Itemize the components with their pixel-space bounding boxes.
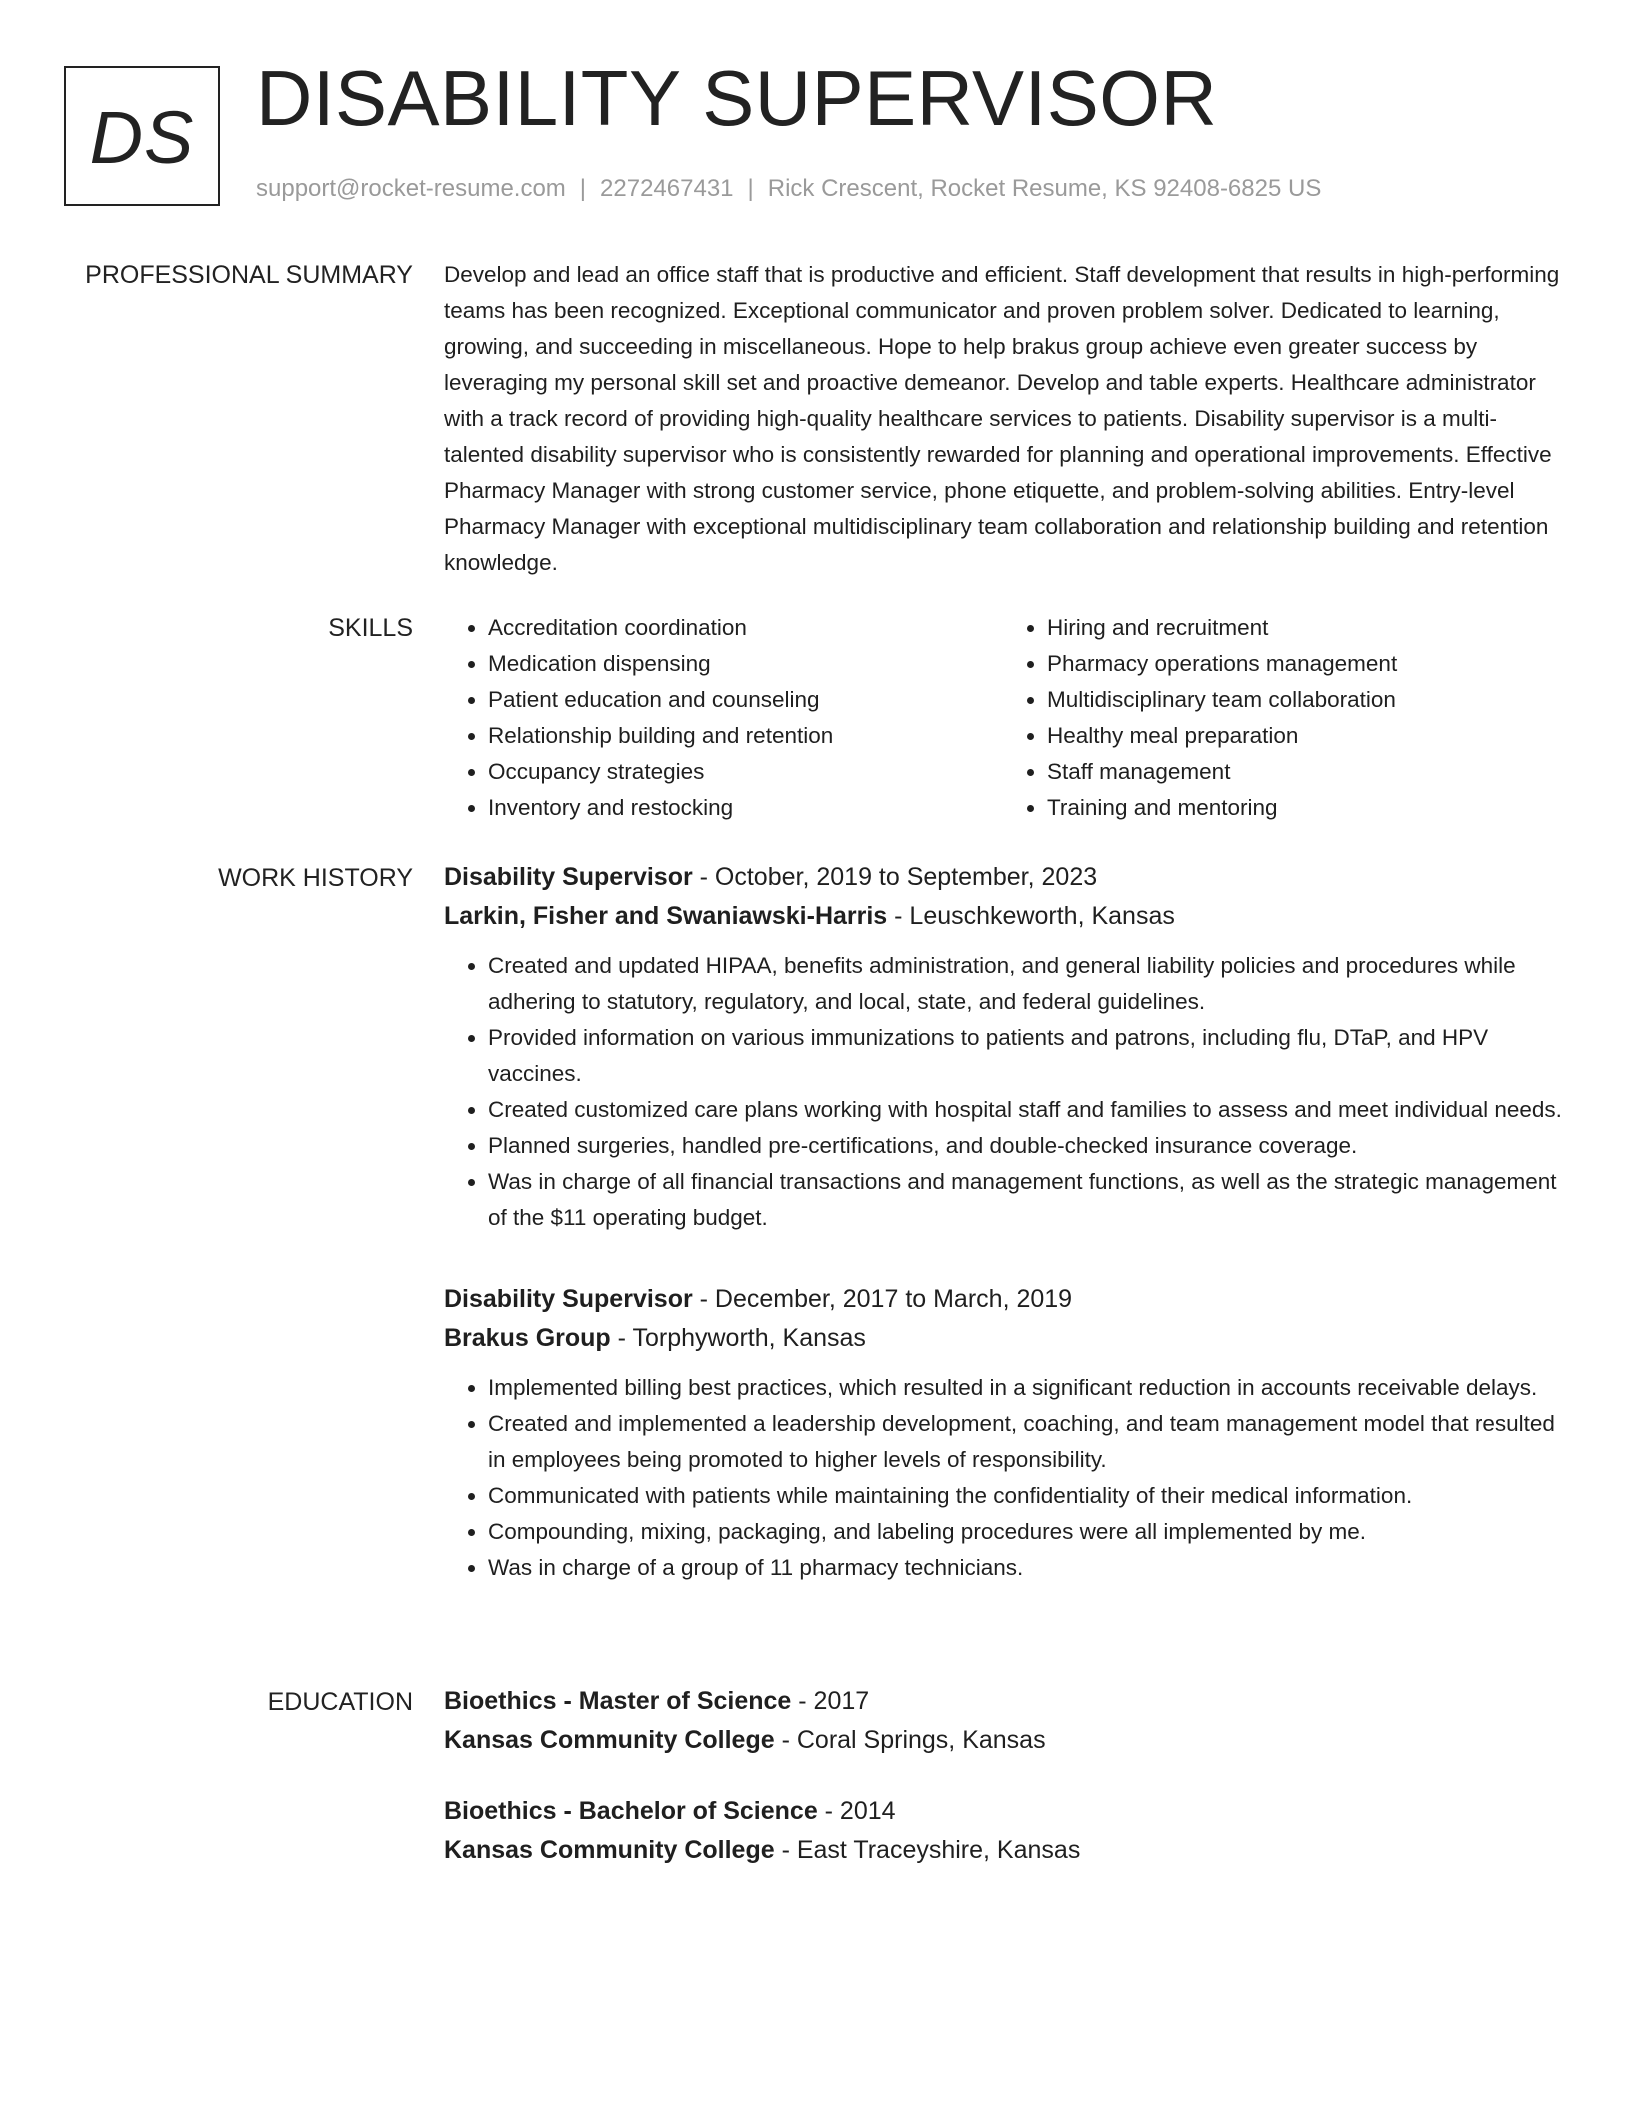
- education-degree-line: [444, 1682, 1562, 1721]
- summary-text: Develop and lead an office staff that is productive and efficient. Staff development that results in high-performing teams has been recognized. Exceptional communicator and proven problem solver. Dedicated to learning, growing, and succeeding in miscellaneous. Hope to help brakus group achieve even greater success by leveraging my personal skill set and proactive demeanor. Develop and table experts. Healthcare administrator with a track record of providing high-quality healthcare services to patients. Disability supervisor is a multi-talented disability supervisor who is consistently rewarded for planning and operational improvements. Effective Pharmacy Manager with strong customer service, phone etiquette, and problem-solving abilities. Entry-level Pharmacy Manager with exceptional multidisciplinary team collaboration and relationship building and retention knowledge.: [444, 262, 1560, 575]
- skills-heading: SKILLS: [328, 614, 413, 642]
- job-location: - Torphyworth, Kansas: [610, 1324, 866, 1352]
- skill-item: • Accreditation coordination: [488, 610, 1003, 646]
- contact-phone: 2272467431: [600, 175, 734, 202]
- skills-list-left: [444, 610, 1003, 826]
- job-company-line: [444, 897, 1562, 936]
- summary-heading: PROFESSIONAL SUMMARY: [85, 261, 413, 289]
- job-role: Disability Supervisor: [444, 863, 693, 891]
- skill-item: • Occupancy strategies: [488, 754, 1003, 790]
- job-company-line: [444, 1319, 1562, 1358]
- education-degree: Bioethics - Master of Science: [444, 1687, 792, 1715]
- skill-item: • Hiring and recruitment: [1047, 610, 1562, 646]
- work-history-body: [444, 858, 1562, 1586]
- education-degree-line: [444, 1792, 1562, 1831]
- job-bullet: • Created and updated HIPAA, benefits administration, and general liability policies and procedures while adhering to statutory, regulatory, and local, state, and federal guidelines.: [488, 948, 1562, 1020]
- education-location: - East Traceyshire, Kansas: [774, 1836, 1081, 1864]
- job-bullet: • Provided information on various immunizations to patients and patrons, including flu, DTaP, and HPV vaccines.: [488, 1020, 1562, 1092]
- job-dates: - October, 2019 to September, 2023: [692, 863, 1098, 891]
- job-bullet: • Communicated with patients while maintaining the confidentiality of their medical information.: [488, 1478, 1562, 1514]
- monogram-box: [64, 66, 220, 206]
- job-bullet: • Was in charge of a group of 11 pharmacy technicians.: [488, 1550, 1562, 1586]
- education-year: - 2014: [817, 1797, 896, 1825]
- job-bullet: • Created and implemented a leadership development, coaching, and team management model that resulted in employees being promoted to higher levels of responsibility.: [488, 1406, 1562, 1478]
- skills-columns: [444, 610, 1562, 826]
- contact-separator: |: [747, 175, 754, 202]
- education-degree: Bioethics - Bachelor of Science: [444, 1797, 818, 1825]
- job-company: Brakus Group: [444, 1324, 611, 1352]
- job-company: Larkin, Fisher and Swaniawski-Harris: [444, 902, 888, 930]
- skill-item: • Staff management: [1047, 754, 1562, 790]
- work-history-heading: WORK HISTORY: [218, 864, 413, 892]
- skill-item: • Pharmacy operations management: [1047, 646, 1562, 682]
- education-school: Kansas Community College: [444, 1726, 775, 1754]
- skill-item: • Multidisciplinary team collaboration: [1047, 682, 1562, 718]
- job-dates: - December, 2017 to March, 2019: [692, 1285, 1073, 1313]
- skill-item: • Medication dispensing: [488, 646, 1003, 682]
- skill-item: • Healthy meal preparation: [1047, 718, 1562, 754]
- job-bullet: • Was in charge of all financial transactions and management functions, as well as the strategic management of the $11 operating budget.: [488, 1164, 1562, 1236]
- job-bullet: • Planned surgeries, handled pre-certifications, and double-checked insurance coverage.: [488, 1128, 1562, 1164]
- education-year: - 2017: [791, 1687, 870, 1715]
- job-location: - Leuschkeworth, Kansas: [887, 902, 1175, 930]
- contact-line: [256, 174, 1321, 204]
- job-entry: [444, 858, 1562, 1236]
- job-bullet: • Compounding, mixing, packaging, and labeling procedures were all implemented by me.: [488, 1514, 1562, 1550]
- education-school-line: [444, 1831, 1562, 1870]
- education-school-line: [444, 1721, 1562, 1760]
- job-role: Disability Supervisor: [444, 1285, 693, 1313]
- contact-address: Rick Crescent, Rocket Resume, KS 92408-6825 US: [767, 175, 1322, 202]
- job-title-line: [444, 858, 1562, 897]
- skill-item: • Inventory and restocking: [488, 790, 1003, 826]
- job-bullet: • Created customized care plans working with hospital staff and families to assess and meet individual needs.: [488, 1092, 1562, 1128]
- job-bullet: • Implemented billing best practices, which resulted in a significant reduction in accounts receivable delays.: [488, 1370, 1562, 1406]
- education-entry: [444, 1682, 1562, 1760]
- skills-list-right: [1003, 610, 1562, 826]
- skill-item: • Training and mentoring: [1047, 790, 1562, 826]
- education-school: Kansas Community College: [444, 1836, 775, 1864]
- candidate-name: DISABILITY SUPERVISOR: [256, 54, 1218, 142]
- skill-item: • Patient education and counseling: [488, 682, 1003, 718]
- job-title-line: [444, 1280, 1562, 1319]
- education-entry: [444, 1792, 1562, 1870]
- monogram-initials: DS: [89, 95, 195, 179]
- education-heading: EDUCATION: [267, 1688, 413, 1716]
- job-bullets: [444, 1370, 1562, 1586]
- contact-email: support@rocket-resume.com: [256, 175, 566, 202]
- job-entry: [444, 1280, 1562, 1586]
- contact-separator: |: [579, 175, 587, 202]
- job-bullets: [444, 948, 1562, 1236]
- skill-item: • Relationship building and retention: [488, 718, 1003, 754]
- education-location: - Coral Springs, Kansas: [774, 1726, 1046, 1754]
- education-body: [444, 1682, 1562, 1870]
